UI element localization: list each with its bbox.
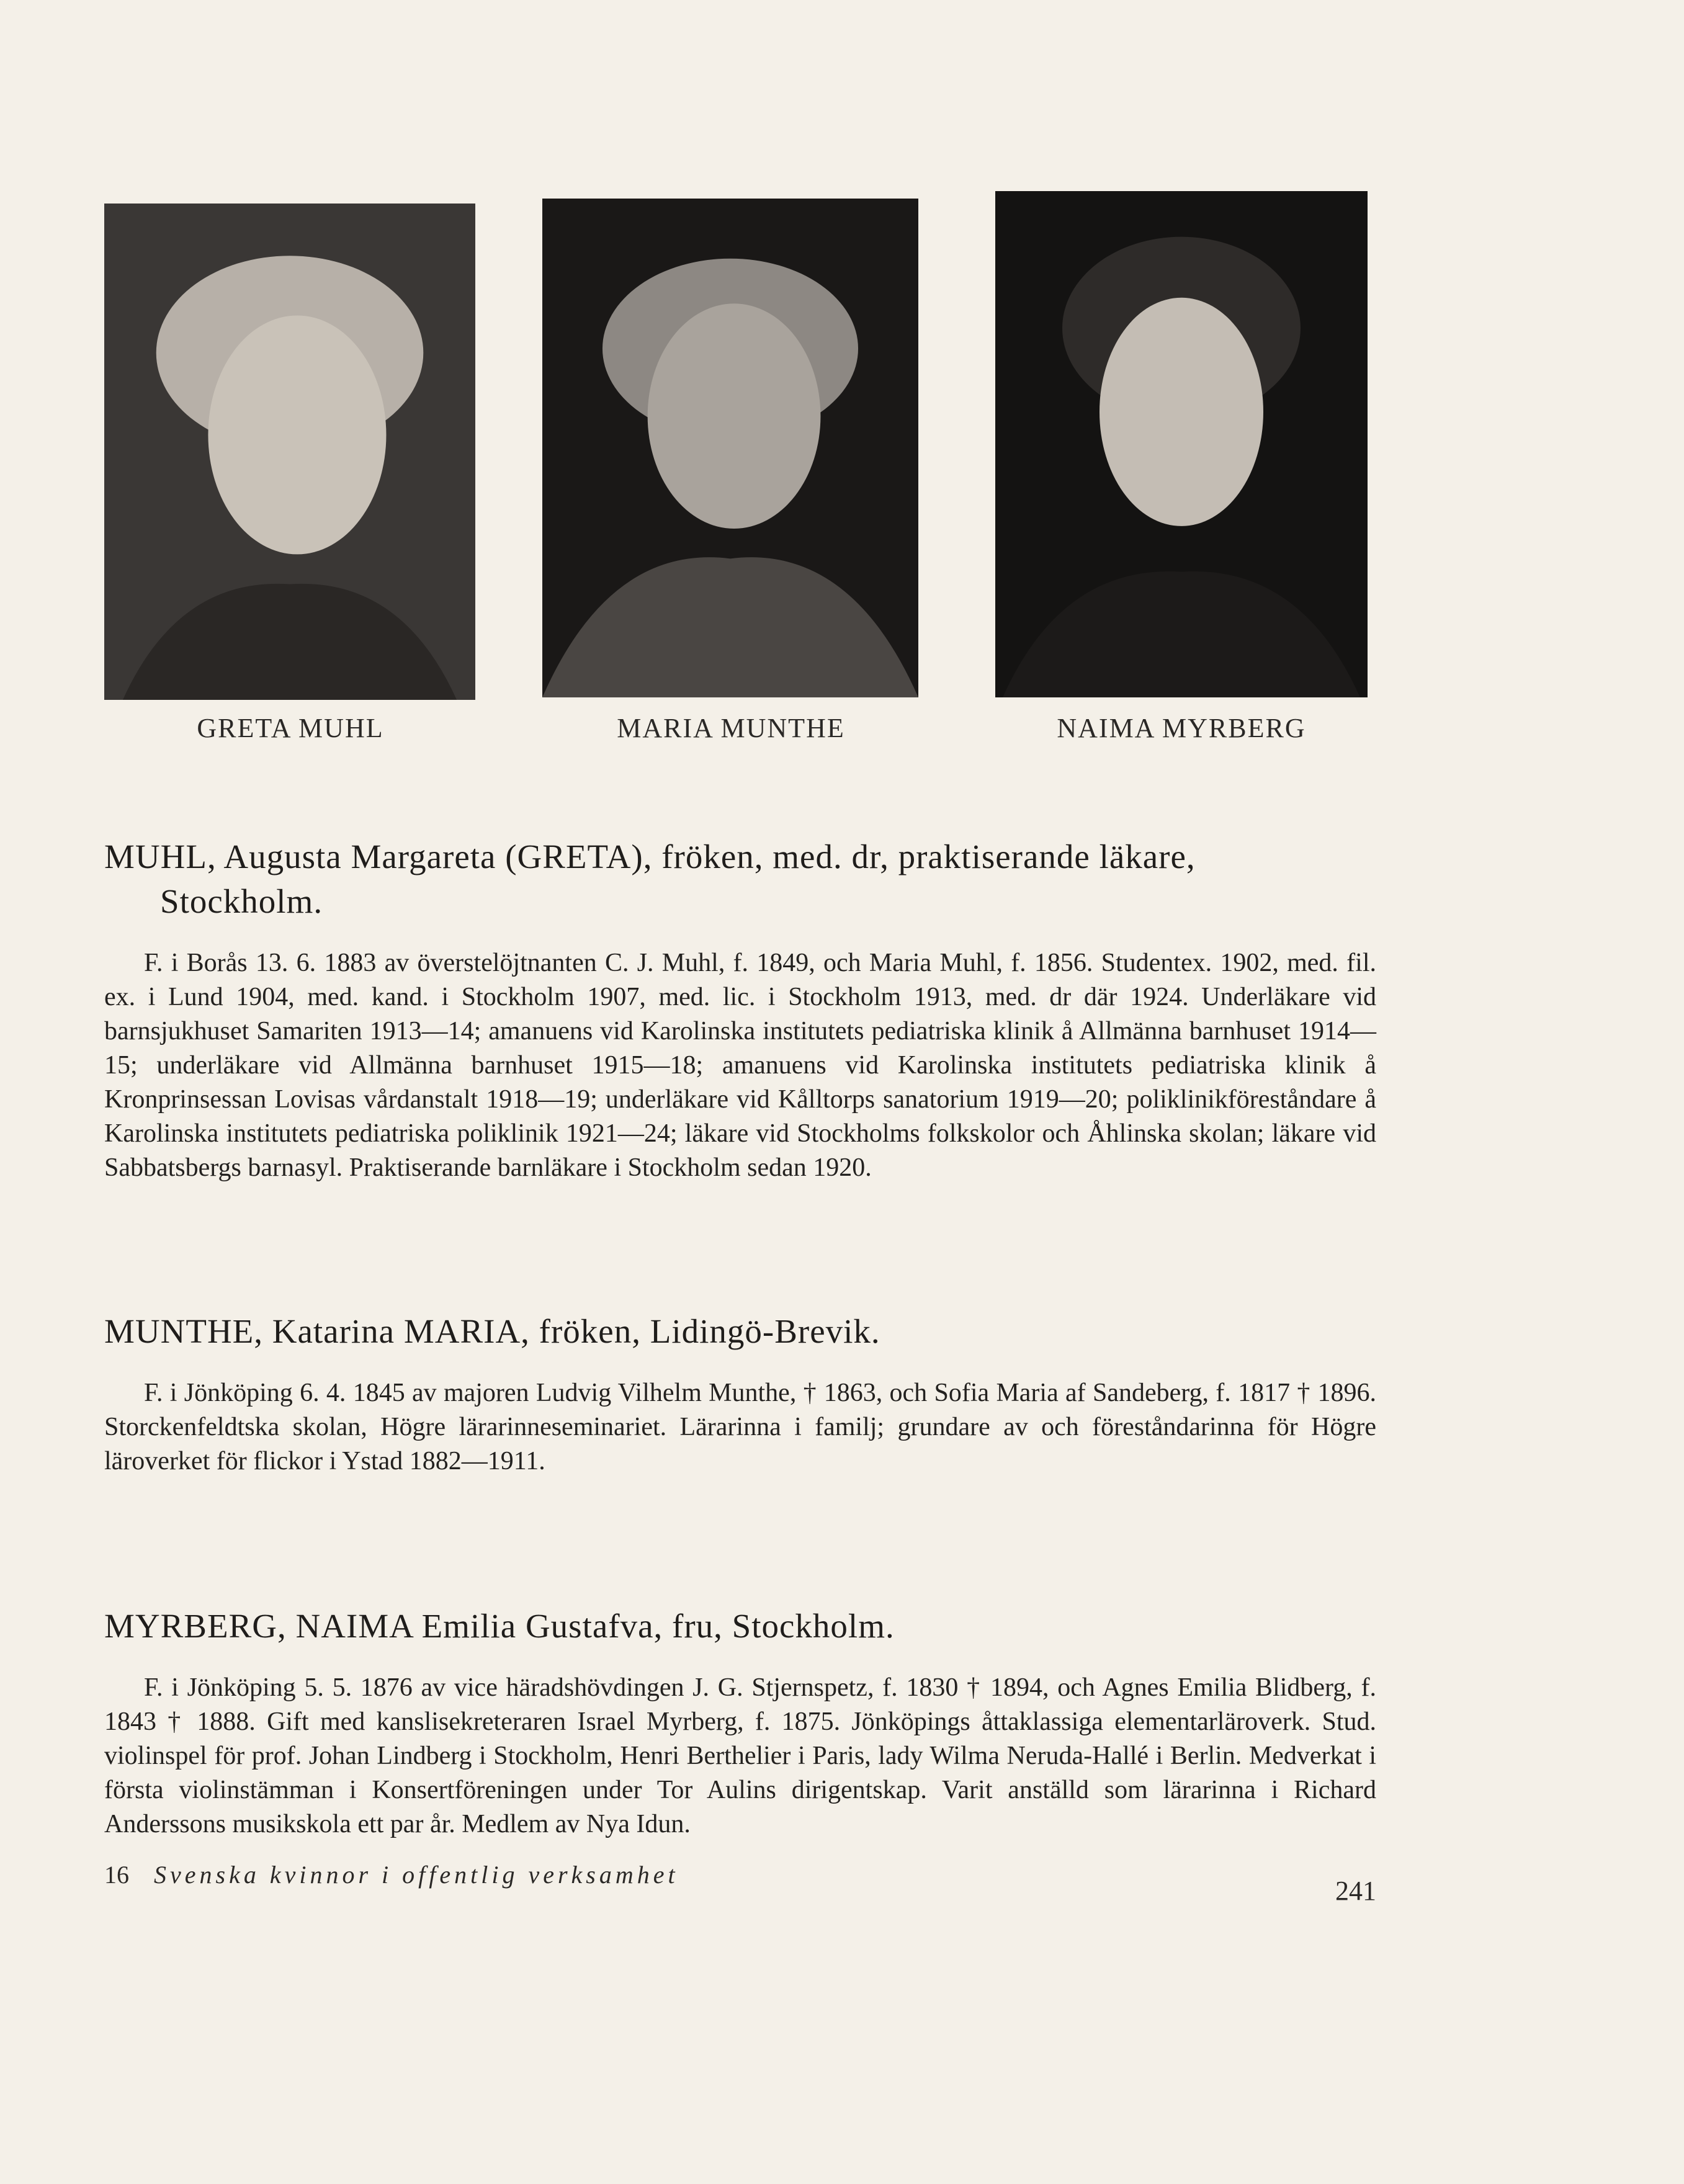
entry-text-block (104, 1671, 1376, 1842)
sheet-number: 16 (104, 1861, 129, 1889)
portrait-silhouette (542, 199, 918, 697)
portrait-maria-munthe (542, 199, 918, 697)
entry-text-block (104, 946, 1376, 1185)
page-number: 241 (1335, 1876, 1376, 1906)
entry-text: F. i Borås 13. 6. 1883 av överstelöjtnanten C. J. Muhl, f. 1849, och Maria Muhl, f. 1856. Studentex. 1902, med. fil. ex. i Lund 1904, med. kand. i Stockholm 1907, med. lic. i Stockholm 1913, med. dr där 1924. Underläkare vid barnsjukhuset Samariten 1913—14; amanuens vid Karolinska institutets pediatriska klinik å Allmänna barnhuset 1914—15; underläkare vid Allmänna barnhuset 1915—18; amanuens vid Karolinska institutets pediatriska klinik å Kronprinsessan Lovisas vårdanstalt 1918—19; underläkare vid Kålltorps sanatorium 1919—20; poliklinikföreståndare å Karolinska institutets pediatriska poliklinik 1921—24; läkare vid Stockholms folkskolor och Åhlinska skolan; läkare vid Sabbatsbergs barnasyl. Praktiserande barnläkare i Stockholm sedan 1920. (104, 949, 1376, 1182)
entry-muhl (104, 835, 1376, 1185)
entry-text: F. i Jönköping 6. 4. 1845 av majoren Ludvig Vilhelm Munthe, † 1863, och Sofia Maria af Sandeberg, f. 1817 † 1896. Storckenfeldtska skolan, Högre lärarinneseminariet. Lärarinna i familj; grundare av och föreståndarinna för Högre läroverket för flickor i Ystad 1882—1911. (104, 1379, 1376, 1475)
portrait-caption: NAIMA MYRBERG (1057, 713, 1306, 743)
portrait-silhouette (995, 191, 1368, 697)
entry-text-block (104, 1376, 1376, 1479)
portrait-naima-myrberg (995, 191, 1368, 697)
portrait-silhouette (104, 204, 475, 700)
entry-heading-line: MUHL, Augusta Margareta (GRETA), fröken, med. dr, praktiserande läkare, (104, 838, 1196, 875)
series-title: Svenska kvinnor i offentlig verksamhet (154, 1861, 679, 1889)
entry-heading (104, 1604, 1376, 1649)
portrait-caption: MARIA MUNTHE (617, 713, 845, 743)
entry-heading-line: MUNTHE, Katarina MARIA, fröken, Lidingö-Brevik. (104, 1312, 880, 1350)
page-footer (104, 1860, 1376, 1906)
entry-munthe (104, 1309, 1376, 1479)
entry-heading (104, 835, 1376, 924)
entry-text: F. i Jönköping 5. 5. 1876 av vice häradshövdingen J. G. Stjernspetz, f. 1830 † 1894, och Agnes Emilia Blidberg, f. 1843 † 1888. Gift med kanslisekreteraren Israel Myrberg, f. 1875. Jönköpings åttaklassiga elementarläroverk. Stud. violinspel för prof. Johan Lindberg i Stockholm, Henri Berthelier i Paris, lady Wilma Neruda-Hallé i Berlin. Medverkat i första violinstämman i Konsertföreningen under Tor Aulins dirigentskap. Varit anställd som lärarinna i Richard Anderssons musikskola ett par år. Medlem av Nya Idun. (104, 1673, 1376, 1838)
entry-heading-line: MYRBERG, NAIMA Emilia Gustafva, fru, Stockholm. (104, 1607, 895, 1645)
portrait-caption: GRETA MUHL (197, 713, 384, 743)
entry-heading-line: Stockholm. (160, 882, 323, 920)
entry-myrberg (104, 1604, 1376, 1842)
entry-heading (104, 1309, 1376, 1354)
portrait-greta-muhl (104, 204, 475, 700)
